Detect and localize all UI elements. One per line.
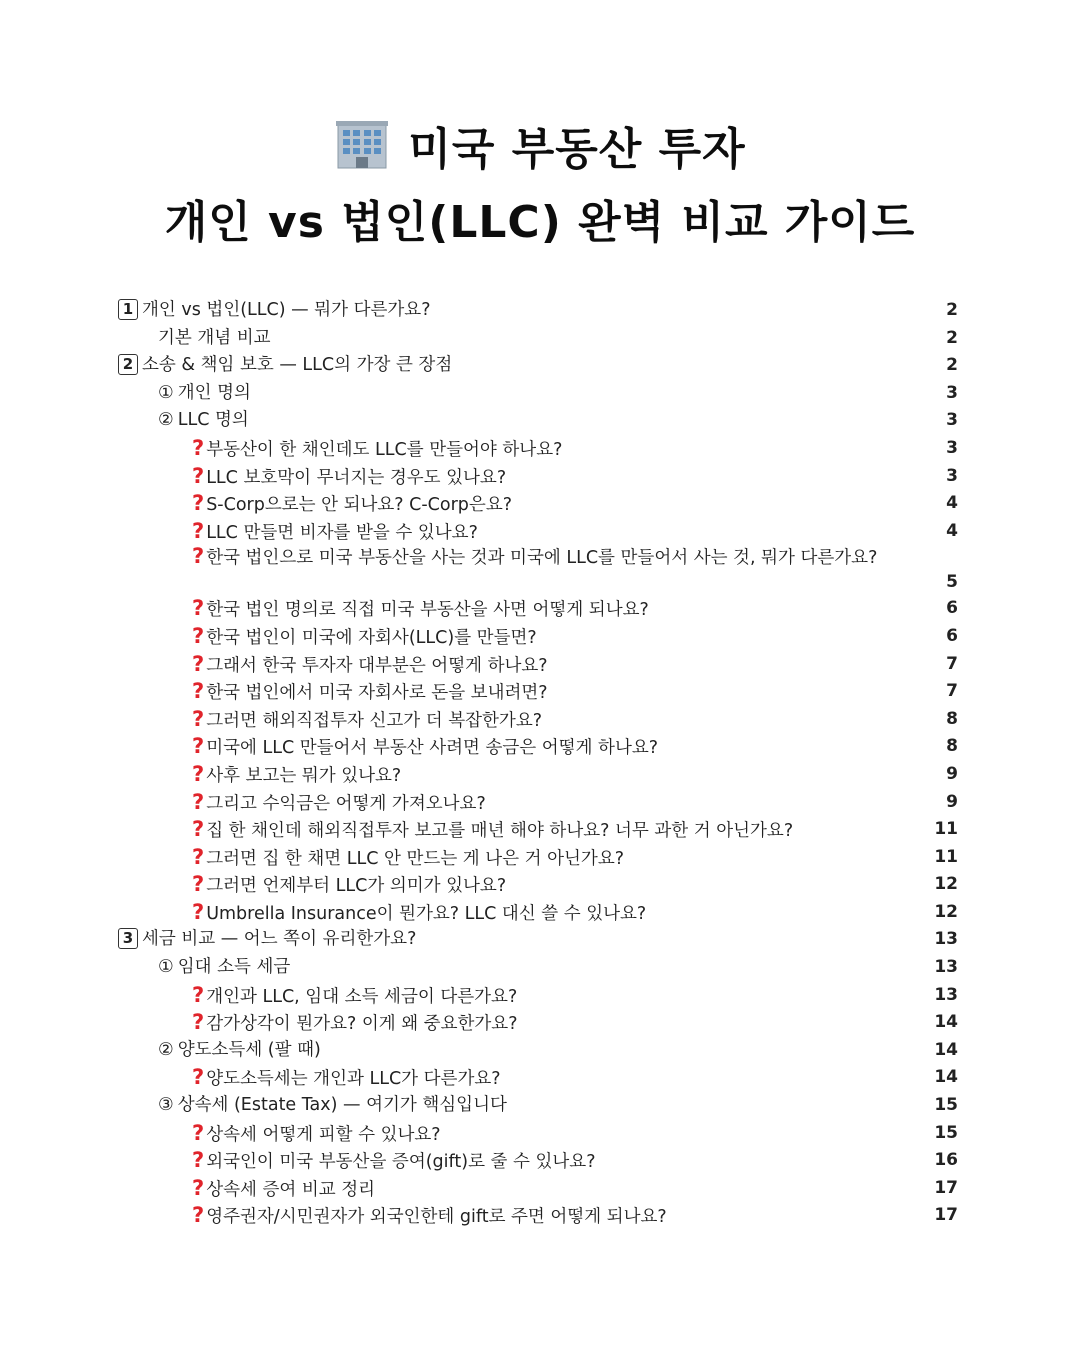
toc-page-number: 13 bbox=[934, 957, 958, 978]
question-mark-icon: ? bbox=[192, 1203, 205, 1228]
toc-entry-label: 감가상각이 뭔가요? 이게 왜 중요한가요? bbox=[206, 1014, 518, 1035]
toc-entry[interactable] bbox=[118, 926, 958, 954]
toc-entry-label: 사후 보고는 뭐가 있나요? bbox=[206, 765, 402, 786]
toc-entry[interactable] bbox=[118, 706, 958, 734]
toc-page-number: 12 bbox=[934, 901, 958, 922]
toc-entry-label: 상속세 (Estate Tax) — 여기가 핵심입니다 bbox=[177, 1095, 507, 1116]
toc-entry-label: 소송 & 책임 보호 — LLC의 가장 큰 장점 bbox=[142, 355, 453, 376]
title-text-1: 미국 부동산 투자 bbox=[408, 124, 746, 175]
circled-number: ② bbox=[158, 410, 174, 431]
toc-entry-label: 개인과 LLC, 임대 소득 세금이 다른가요? bbox=[206, 986, 518, 1007]
question-mark-icon: ? bbox=[192, 872, 205, 897]
toc-page-number: 15 bbox=[934, 1122, 958, 1143]
toc-entry[interactable] bbox=[118, 352, 958, 380]
toc-entry-label: Umbrella Insurance이 뭔가요? LLC 대신 쓸 수 있나요? bbox=[206, 903, 647, 924]
toc-entry-title bbox=[192, 623, 537, 653]
toc-entry[interactable] bbox=[118, 1202, 958, 1230]
question-mark-icon: ? bbox=[192, 491, 205, 516]
toc-entry[interactable] bbox=[118, 463, 958, 491]
question-mark-icon: ? bbox=[192, 1120, 205, 1145]
toc-entry-label: 개인 명의 bbox=[177, 382, 251, 403]
toc-entry[interactable] bbox=[118, 1009, 958, 1037]
toc-entry-label: 상속세 증여 비교 정리 bbox=[206, 1179, 376, 1200]
toc-entry-label: S-Corp으로는 안 되나요? C-Corp은요? bbox=[206, 495, 513, 516]
toc-entry-title bbox=[192, 982, 517, 1012]
table-of-contents bbox=[118, 297, 958, 1230]
question-mark-icon: ? bbox=[192, 844, 205, 869]
toc-entry-label: 그러면 언제부터 LLC가 의미가 있나요? bbox=[206, 876, 507, 897]
toc-entry[interactable] bbox=[118, 545, 958, 595]
toc-entry-label: 그러면 집 한 채면 LLC 안 만드는 게 나은 거 아닌가요? bbox=[206, 848, 625, 869]
question-mark-icon: ? bbox=[192, 1010, 205, 1035]
toc-page-number: 13 bbox=[934, 929, 958, 950]
toc-entry-title bbox=[192, 490, 512, 520]
toc-entry-title bbox=[158, 1092, 507, 1120]
toc-entry[interactable] bbox=[118, 761, 958, 789]
toc-page-number: 9 bbox=[946, 763, 958, 784]
toc-entry-label: 집 한 채인데 해외직접투자 보고를 매년 해야 하나요? 너무 과한 거 아닌가요? bbox=[206, 821, 794, 842]
toc-entry[interactable] bbox=[118, 595, 958, 623]
toc-page-number: 6 bbox=[946, 625, 958, 646]
toc-page-number: 7 bbox=[946, 681, 958, 702]
question-mark-icon: ? bbox=[192, 1148, 205, 1173]
toc-page-number: 11 bbox=[934, 846, 958, 867]
toc-entry[interactable] bbox=[118, 1064, 958, 1092]
document-title bbox=[0, 118, 1080, 248]
question-mark-icon: ? bbox=[192, 435, 205, 460]
toc-entry[interactable] bbox=[118, 623, 958, 651]
toc-entry-title bbox=[192, 899, 646, 929]
toc-entry[interactable] bbox=[118, 435, 958, 463]
toc-entry[interactable] bbox=[118, 816, 958, 844]
toc-entry-label: 개인 vs 법인(LLC) — 뭐가 다른가요? bbox=[142, 300, 431, 320]
toc-entry[interactable] bbox=[118, 325, 958, 353]
section-number-badge: 2 bbox=[118, 354, 138, 375]
toc-entry[interactable] bbox=[118, 954, 958, 982]
toc-entry-title bbox=[192, 518, 478, 548]
toc-page-number: 16 bbox=[934, 1150, 958, 1171]
toc-entry-title bbox=[158, 407, 249, 435]
section-number-badge: 1 bbox=[118, 299, 138, 320]
office-building-icon bbox=[334, 118, 390, 170]
toc-entry-title bbox=[192, 545, 892, 570]
toc-page-number: 12 bbox=[934, 874, 958, 895]
toc-page-number: 14 bbox=[934, 1067, 958, 1088]
toc-entry-title bbox=[192, 844, 624, 874]
toc-page-number: 8 bbox=[946, 708, 958, 729]
toc-entry-label: 세금 비교 — 어느 쪽이 유리한가요? bbox=[142, 929, 417, 950]
toc-entry-title bbox=[192, 816, 793, 846]
toc-entry[interactable] bbox=[118, 844, 958, 872]
toc-entry-label: 한국 법인이 미국에 자회사(LLC)를 만들면? bbox=[206, 627, 537, 648]
toc-page-number: 5 bbox=[946, 572, 958, 593]
toc-entry-label: 외국인이 미국 부동산을 증여(gift)로 줄 수 있나요? bbox=[206, 1152, 596, 1173]
question-mark-icon: ? bbox=[192, 1175, 205, 1200]
question-mark-icon: ? bbox=[192, 789, 205, 814]
toc-entry-label: 상속세 어떻게 피할 수 있나요? bbox=[206, 1124, 441, 1145]
toc-entry-label: 한국 법인 명의로 직접 미국 부동산을 사면 어떻게 되나요? bbox=[206, 600, 649, 621]
circled-number: ① bbox=[158, 957, 174, 978]
toc-entry-label: 그러면 해외직접투자 신고가 더 복잡한가요? bbox=[206, 710, 543, 731]
question-mark-icon: ? bbox=[192, 518, 205, 543]
circled-number: ② bbox=[158, 1039, 174, 1060]
toc-entry-title bbox=[192, 651, 548, 681]
toc-entry-label: 한국 법인으로 미국 부동산을 사는 것과 미국에 LLC를 만들어서 사는 것, 뭐가 다른가요? bbox=[206, 548, 878, 569]
toc-entry-label: 한국 법인에서 미국 자회사로 돈을 보내려면? bbox=[206, 683, 548, 704]
toc-entry-title bbox=[158, 1037, 321, 1065]
toc-entry[interactable] bbox=[118, 899, 958, 927]
toc-entry-label: 부동산이 한 채인데도 LLC를 만들어야 하나요? bbox=[206, 439, 563, 460]
question-mark-icon: ? bbox=[192, 817, 205, 842]
toc-entry-label: 영주권자/시민권자가 외국인한테 gift로 주면 어떻게 되나요? bbox=[206, 1207, 667, 1228]
toc-page-number: 3 bbox=[946, 465, 958, 486]
question-mark-icon: ? bbox=[192, 623, 205, 648]
toc-entry-label: 기본 개념 비교 bbox=[158, 327, 271, 348]
question-mark-icon: ? bbox=[192, 1065, 205, 1090]
toc-entry-title bbox=[192, 733, 658, 763]
toc-entry-label: 미국에 LLC 만들어서 부동산 사려면 송금은 어떻게 하나요? bbox=[206, 738, 659, 759]
toc-entry-title bbox=[118, 926, 416, 954]
toc-page-number: 15 bbox=[934, 1095, 958, 1116]
toc-page-number: 2 bbox=[946, 327, 958, 348]
toc-entry-label: 임대 소득 세금 bbox=[177, 957, 291, 978]
question-mark-icon: ? bbox=[192, 706, 205, 731]
question-mark-icon: ? bbox=[192, 899, 205, 924]
toc-entry[interactable] bbox=[118, 789, 958, 817]
toc-page-number: 3 bbox=[946, 382, 958, 403]
toc-entry[interactable] bbox=[118, 380, 958, 408]
toc-entry-title bbox=[192, 706, 542, 736]
toc-entry-label: LLC 명의 bbox=[177, 410, 249, 431]
toc-entry[interactable] bbox=[118, 1120, 958, 1148]
toc-entry-title bbox=[192, 1202, 667, 1232]
toc-entry-title bbox=[192, 1175, 375, 1205]
toc-page-number: 9 bbox=[946, 791, 958, 812]
toc-entry-title bbox=[192, 678, 548, 708]
question-mark-icon: ? bbox=[192, 651, 205, 676]
toc-entry-title bbox=[158, 380, 251, 408]
toc-page-number: 14 bbox=[934, 1012, 958, 1033]
toc-entry[interactable] bbox=[118, 1037, 958, 1065]
question-mark-icon: ? bbox=[192, 544, 205, 569]
title-line-2: 개인 vs 법인(LLC) 완벽 비교 가이드 bbox=[164, 197, 916, 248]
question-mark-icon: ? bbox=[192, 463, 205, 488]
toc-entry[interactable] bbox=[118, 297, 958, 325]
section-number-badge: 3 bbox=[118, 928, 138, 949]
question-mark-icon: ? bbox=[192, 761, 205, 786]
toc-entry-title bbox=[192, 1009, 518, 1039]
toc-entry-title bbox=[192, 1147, 595, 1177]
toc-page-number: 7 bbox=[946, 653, 958, 674]
question-mark-icon: ? bbox=[192, 734, 205, 759]
toc-entry-title bbox=[118, 352, 452, 380]
toc-entry[interactable] bbox=[118, 490, 958, 518]
toc-entry-label: LLC 보호막이 무너지는 경우도 있나요? bbox=[206, 467, 507, 488]
toc-page-number: 6 bbox=[946, 598, 958, 619]
toc-page-number: 8 bbox=[946, 736, 958, 757]
toc-page-number: 17 bbox=[934, 1177, 958, 1198]
toc-entry[interactable] bbox=[118, 1175, 958, 1203]
toc-entry-title bbox=[158, 954, 290, 982]
toc-entry-title bbox=[118, 297, 431, 325]
toc-entry[interactable] bbox=[118, 518, 958, 546]
toc-entry-label: 양도소득세는 개인과 LLC가 다른가요? bbox=[206, 1069, 501, 1090]
toc-entry-label: 그래서 한국 투자자 대부분은 어떻게 하나요? bbox=[206, 655, 548, 676]
toc-entry-title bbox=[192, 1064, 501, 1094]
toc-entry[interactable] bbox=[118, 733, 958, 761]
toc-entry[interactable] bbox=[118, 982, 958, 1010]
toc-entry[interactable] bbox=[118, 651, 958, 679]
circled-number: ① bbox=[158, 382, 174, 403]
toc-page-number: 17 bbox=[934, 1205, 958, 1226]
circled-number: ③ bbox=[158, 1095, 174, 1116]
toc-entry-title bbox=[192, 761, 401, 791]
question-mark-icon: ? bbox=[192, 982, 205, 1007]
toc-page-number: 3 bbox=[946, 410, 958, 431]
toc-page-number: 3 bbox=[946, 437, 958, 458]
toc-page-number: 4 bbox=[946, 493, 958, 514]
toc-page-number: 13 bbox=[934, 984, 958, 1005]
toc-entry-title bbox=[192, 463, 506, 493]
toc-page-number: 14 bbox=[934, 1039, 958, 1060]
toc-entry-label: LLC 만들면 비자를 받을 수 있나요? bbox=[206, 522, 478, 543]
toc-entry-title bbox=[192, 435, 562, 465]
question-mark-icon: ? bbox=[192, 679, 205, 704]
toc-entry-label: 양도소득세 (팔 때) bbox=[177, 1039, 321, 1060]
toc-page-number: 2 bbox=[946, 355, 958, 376]
question-mark-icon: ? bbox=[192, 596, 205, 621]
toc-entry[interactable] bbox=[118, 1147, 958, 1175]
toc-entry[interactable] bbox=[118, 678, 958, 706]
toc-page-number: 11 bbox=[934, 819, 958, 840]
toc-page-number: 4 bbox=[946, 520, 958, 541]
title-line-1 bbox=[0, 118, 1080, 176]
toc-entry-title bbox=[192, 1120, 441, 1150]
toc-entry-title bbox=[158, 325, 271, 353]
toc-entry-title bbox=[192, 595, 649, 625]
toc-entry[interactable] bbox=[118, 871, 958, 899]
toc-entry[interactable] bbox=[118, 407, 958, 435]
toc-entry-label: 그리고 수익금은 어떻게 가져오나요? bbox=[206, 793, 486, 814]
toc-entry[interactable] bbox=[118, 1092, 958, 1120]
toc-entry-title bbox=[192, 871, 506, 901]
toc-page-number: 2 bbox=[946, 300, 958, 320]
toc-entry-title bbox=[192, 789, 486, 819]
